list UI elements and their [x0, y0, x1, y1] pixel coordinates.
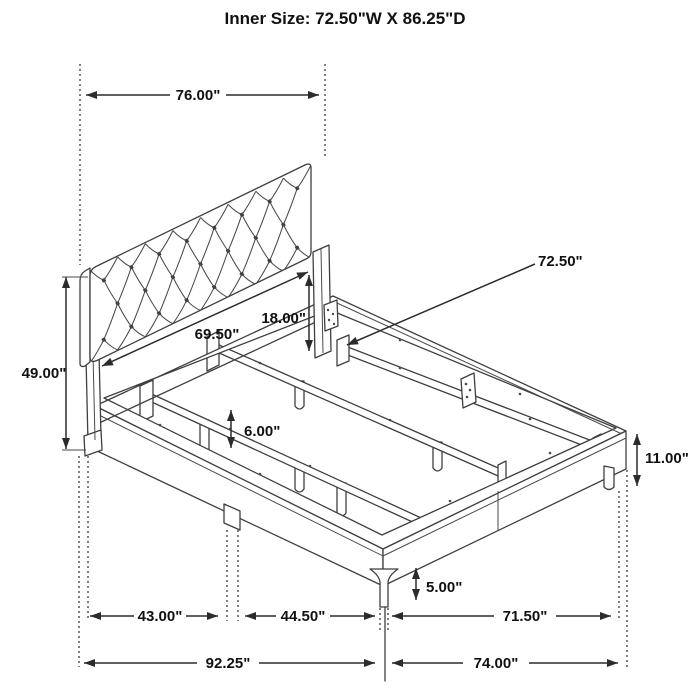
bed-frame — [95, 296, 626, 607]
headboard-side-face — [80, 268, 90, 367]
dim-headboard-width-label: 69.50" — [194, 326, 240, 343]
joint-bracket — [461, 373, 476, 408]
dim-headboard-height — [22, 277, 88, 450]
dim-overall-width — [86, 87, 319, 104]
dim-frame-side-height — [633, 434, 689, 486]
diagram-title: Inner Size: 72.50"W X 86.25"D — [224, 9, 466, 28]
leg-bracket — [324, 300, 338, 331]
dim-panel-height-label: 18.00" — [261, 310, 306, 327]
dim-mid-section-depth — [245, 608, 375, 625]
dim-foot-section-depth — [392, 608, 611, 625]
dim-head-section-depth-label: 43.00" — [137, 608, 183, 625]
dim-headboard-overall-depth-label: 92.25" — [205, 655, 251, 672]
frame-top-face — [95, 296, 626, 549]
dim-foot-section-depth-label: 71.50" — [502, 608, 548, 625]
dim-headboard-overall-depth — [84, 655, 375, 672]
dim-mid-section-depth-label: 44.50" — [280, 608, 326, 625]
dim-overall-width-label: 76.00" — [175, 87, 221, 104]
dim-panel-height — [261, 275, 313, 351]
dim-frame-depth-label: 74.00" — [473, 655, 519, 672]
corner-leg-right — [604, 466, 614, 490]
foot-rail-face — [383, 431, 626, 586]
dim-center-leg-height-label: 6.00" — [244, 423, 281, 440]
dim-corner-leg-height-label: 5.00" — [426, 579, 463, 596]
extension-lines — [79, 64, 627, 681]
dim-headboard-height-label: 49.00" — [21, 365, 67, 382]
rail-bracket — [337, 335, 349, 366]
dim-corner-leg-height — [412, 568, 462, 600]
dim-frame-depth — [392, 655, 618, 672]
dim-support-rail-length-label: 72.50" — [538, 253, 583, 270]
dim-head-section-depth — [90, 608, 218, 625]
dim-frame-side-height-label: 11.00" — [645, 450, 689, 467]
